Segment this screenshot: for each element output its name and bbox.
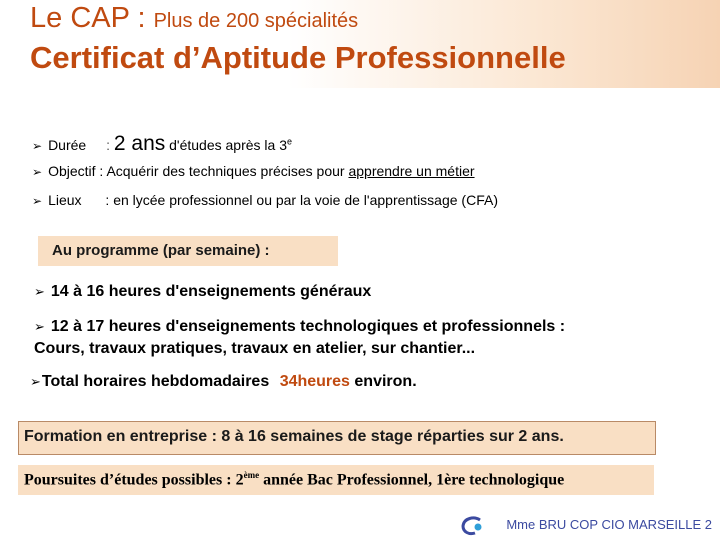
arrow-bullet-icon: ➢ [32, 194, 43, 208]
total-value: 34heures [279, 373, 350, 390]
arrow-bullet-icon: ➢ [32, 165, 43, 179]
arrow-bullet-icon: ➢ [34, 320, 45, 335]
footer-author: Mme BRU COP CIO MARSEILLE 2 [506, 517, 712, 532]
duree-text: d'études après la 3 [169, 137, 288, 153]
programme-item-2-line2: Cours, travaux pratiques, travaux en atelier, sur chantier... [34, 340, 476, 357]
page-subtitle: Plus de 200 spécialités [153, 10, 359, 32]
programme-item-2: ➢ 12 à 17 heures d'enseignements technologiques et professionnels : [34, 318, 566, 335]
lieux-label: Lieux [48, 192, 82, 208]
programme-total: ➢Total horaires hebdomadaires 34heures environ. [30, 373, 417, 390]
cio-logo-icon [460, 516, 484, 536]
objectif-text: Acquérir des techniques précises pour [106, 163, 349, 179]
lieux-text: en lycée professionnel ou par la voie de l'apprentissage (CFA) [113, 192, 498, 208]
duree-value: 2 ans [113, 132, 166, 155]
objectif-label: Objectif [48, 163, 96, 179]
duree-label: Durée [48, 137, 87, 153]
formation-text: Formation en entreprise : 8 à 16 semaines de stage réparties sur 2 ans. [24, 428, 564, 445]
objectif-underlined: apprendre un métier [348, 163, 475, 179]
programme-item-1: ➢ 14 à 16 heures d'enseignements généraux [34, 283, 372, 300]
arrow-bullet-icon: ➢ [32, 139, 43, 153]
page-title-line2: Certificat d’Aptitude Professionnelle [30, 40, 566, 75]
arrow-bullet-icon: ➢ [34, 285, 45, 300]
info-lieux: ➢ Lieux : en lycée professionnel ou par la voie de l'apprentissage (CFA) [32, 192, 498, 208]
poursuites-text: Poursuites d’études possibles : 2ème année Bac Professionnel, 1ère technologique [24, 470, 565, 489]
page-title: Le CAP : Plus de 200 spécialités [30, 2, 359, 34]
info-objectif: ➢ Objectif : Acquérir des techniques précises pour apprendre un métier [32, 163, 475, 179]
info-duree: ➢ Durée : 2 ans d'études après la 3e [32, 132, 293, 155]
programme-heading: Au programme (par semaine) : [52, 242, 270, 259]
arrow-bullet-icon: ➢ [30, 375, 41, 390]
